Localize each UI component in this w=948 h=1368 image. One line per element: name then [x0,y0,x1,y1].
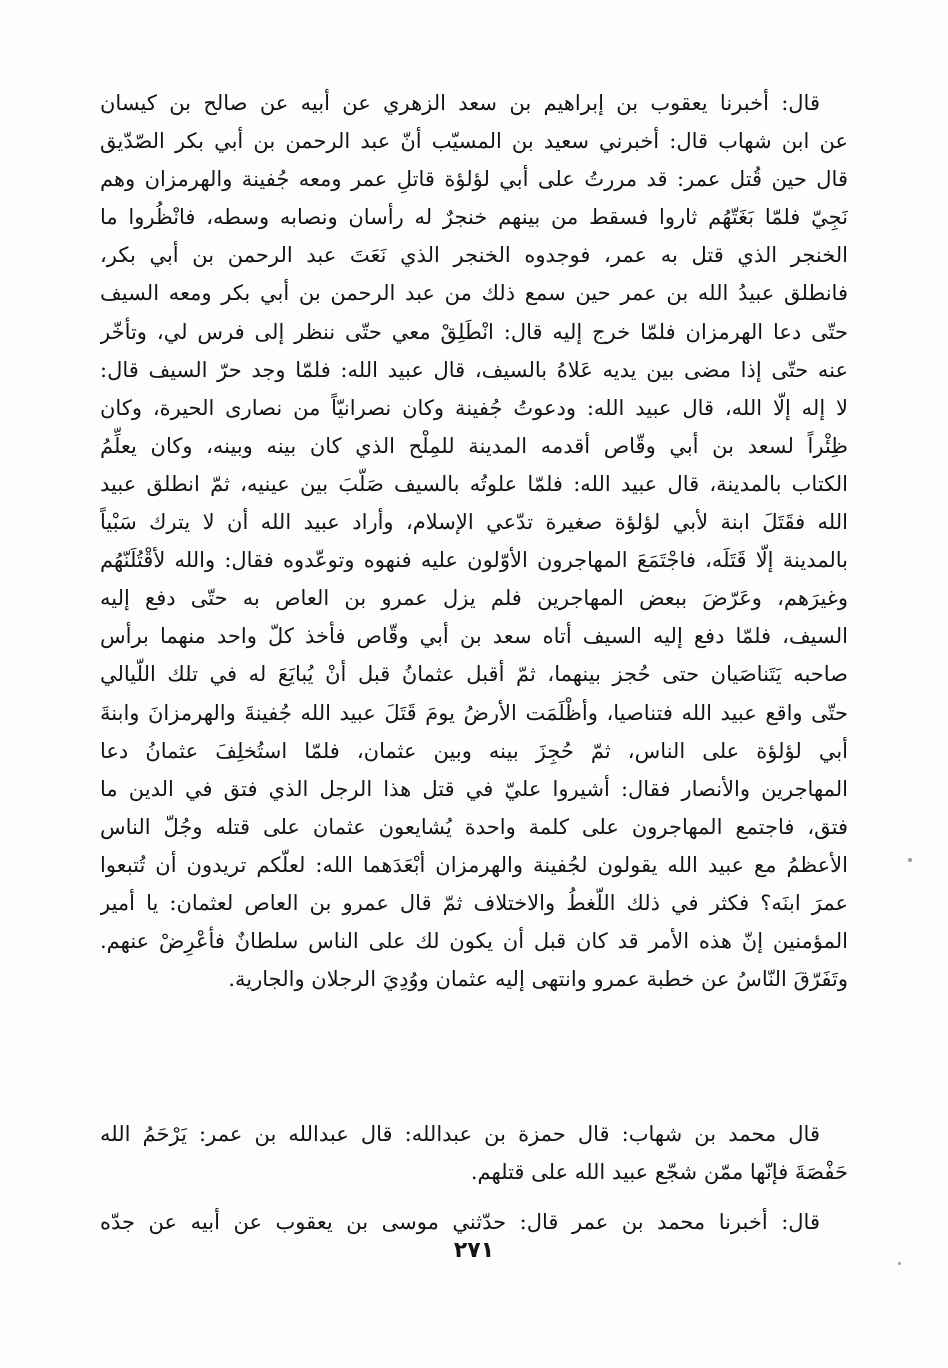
text-line: وتَفَرّقَ النّاسُ عن خطبة عمرو وانتهى إليه عثمان ووُدِيَ الرجلان والجارية. [228,967,848,992]
text-line: قال: أخبرنا يعقوب بن إبراهيم بن سعد الزهري عن أبيه عن صالح بن كيسان [100,91,820,115]
text-line: حَفْصَةَ فإنّها ممّن شجّع عبيد الله على قتلهم. [470,1160,848,1185]
text-line: قال: أخبرنا محمد بن عمر قال: حدّثني موسى بن يعقوب عن أبيه عن جدّه [100,1210,820,1234]
text-line: لا إله إلّا الله، قال عبيد الله: ودعوتُ جُفينة وكان نصرانيّاً من نصارى الحيرة، وكان [100,395,848,420]
text-line: حتّى دعا الهرمزان فلمّا خرج إليه قال: انْطَلِقْ معي حتّى ننظر إلى فرس لي، وتأخّر [100,319,848,344]
text-line: الأعظمُ مع عبيد الله يقولون لجُفينة والهرمزان أبْعَدَهما الله: لعلّكم تريدون أن تُتبعوا [100,852,848,877]
text-line: قال محمد بن شهاب: قال حمزة بن عبدالله: قال عبدالله بن عمر: يَرْحَمُ الله [100,1122,820,1146]
scan-speck [908,858,912,862]
text-line: فانطلق عبيدُ الله بن عمر حين سمع ذلك من عبد الرحمن بن أبي بكر ومعه السيف [100,281,848,306]
text-line: بالمدينة إلّا قَتَلَه، فاجْتَمَعَ المهاجرون الأوّلون عليه فنهوه وتوعّدوه فقال: والله لأقْتُلَنّهُم [100,548,848,573]
text-line: حتّى واقع عبيد الله فتناصيا، وأظْلَمَت الأرضُ يومَ قَتَلَ عبيد الله جُفينةَ والهرمزانَ وابنةَ [100,700,848,725]
text-line: صاحبه يَتَناصَيان حتى حُجز بينهما، ثمّ أقبل عثمانُ قبل أنْ يُبايَعَ له في تلك اللّيالي [100,662,848,687]
text-line: عمرَ ابنَه؟ فكثر في ذلك اللّغطُ والاختلاف ثمّ قال عمرو بن العاص لعثمان: يا أمير [100,890,848,915]
text-line: فتق، فاجتمع المهاجرون على كلمة واحدة يُشايعون عثمان على قتله وجُلّ الناس [100,814,848,839]
text-line: المهاجرين والأنصار فقال: أشيروا عليّ في قتل هذا الرجل الذي فتق في الدين ما [100,776,848,801]
paragraph-musa [100,1203,848,1241]
paragraph-main [100,84,848,998]
scan-speck [898,1262,901,1265]
text-line: الكتاب بالمدينة، قال عبيد الله: فلمّا علوتُه بالسيف صَلّبَ بين عينيه، ثمّ انطلق عبيد [100,471,848,496]
text-line: أبي لؤلؤة على الناس، ثمّ حُجِزَ بينه وبين عثمان، فلمّا استُخلِفَ عثمانُ دعا [100,738,848,763]
text-line: المؤمنين إنّ هذه الأمر قد كان قبل أن يكون لك على الناس سلطانٌ فأعْرِضْ عنهم. [100,929,848,954]
text-line: السيف، فلمّا دفع إليه السيف أتاه سعد بن أبي وقّاص فأخذ كلّ واحد منهما برأس [100,624,848,649]
page-number: ٢٧١ [453,1238,495,1263]
text-line: الله فقَتَلَ ابنة لأبي لؤلؤة صغيرة تدّعي الإسلام، وأراد عبيد الله أن لا يترك سَبْياً [100,510,848,535]
text-line: عن ابن شهاب قال: أخبرني سعيد بن المسيّب أنّ عبد الرحمن بن أبي بكر الصّدّيق [100,129,848,154]
text-line: قال حين قُتل عمر: قد مررتُ على أبي لؤلؤة قاتلِ عمر ومعه جُفينة والهرمزان وهم [100,167,848,192]
text-line: ظِئْراً لسعد بن أبي وقّاص أقدمه المدينة للمِلْح الذي كان بينه وبينه، وكان يعلِّمُ [100,433,848,458]
text-line: نَجِيّ فلمّا بَغَتّهُم ثاروا فسقط من بينهم خنجرٌ له رأسان ونصابه وسطه، فانْظُروا ما [100,205,848,230]
text-line: عنه حتّى إذا مضى بين يديه عَلاهُ بالسيف، قال عبيد الله: فلمّا وجد حرّ السيف قال: [100,357,848,382]
text-line: وغيرَهم، وعَرّضَ ببعض المهاجرين فلم يزل عمرو بن العاص به حتّى دفع إليه [100,586,848,611]
text-line: الخنجر الذي قتل به عمر، فوجدوه الخنجر الذي نَعَتَ عبد الرحمن بن أبي بكر، [100,243,848,268]
paragraph-hamza [100,1115,848,1191]
